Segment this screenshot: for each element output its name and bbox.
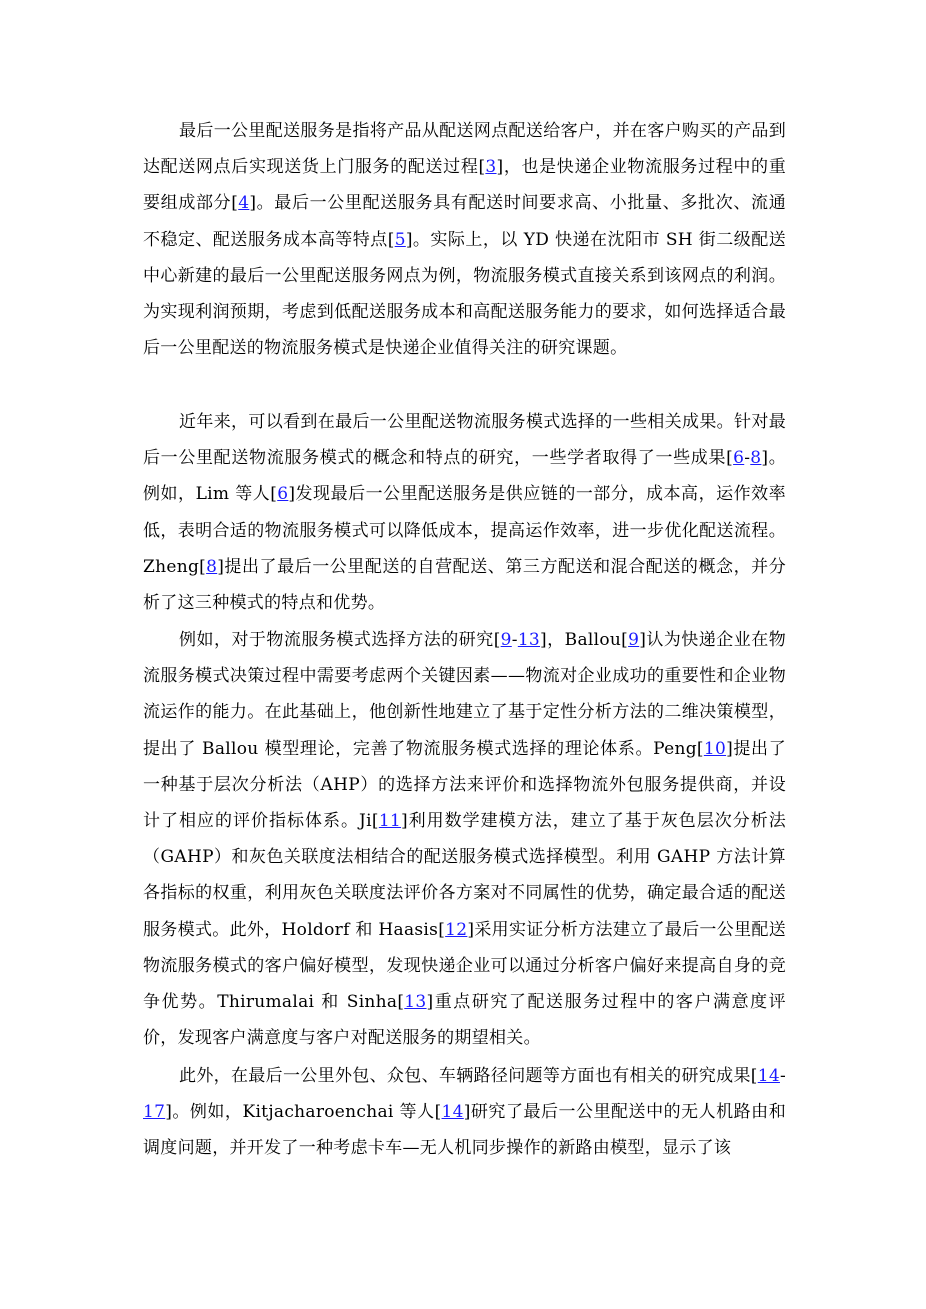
paragraph-text: 此外，在最后一公里外包、众包、车辆路径问题等方面也有相关的研究成果[ xyxy=(179,1066,758,1086)
citation-link[interactable]: 3 xyxy=(485,157,497,178)
citation-link[interactable]: 10 xyxy=(703,738,727,759)
citation-link[interactable]: 6 xyxy=(277,484,289,505)
citation-link[interactable]: 13 xyxy=(404,992,427,1013)
citation-link[interactable]: 14 xyxy=(441,1102,464,1123)
paragraph-text: ]，Ballou[ xyxy=(540,630,629,650)
paragraph-text: ]采用实证分析方法建立了最后一公里配送物流服务模式的客户偏好模型，发现快递企业可以通过分析客户偏好来提高自身的竞争优势。Thirumalai 和 Sinha[ xyxy=(143,919,786,1013)
citation-link[interactable]: 9 xyxy=(628,630,640,650)
paragraph-text: 最后一公里配送服务是指将产品从配送网点配送给客户，并在客户购买的产品到达配送网点后实现送货上门服务的配送过程[ xyxy=(143,121,786,178)
paragraph-text: - xyxy=(779,1066,786,1086)
paragraph-text: 例如，对于物流服务模式选择方法的研究[ xyxy=(179,630,501,650)
paragraph-text: ]。例如，Kitjacharoenchai 等人[ xyxy=(165,1102,442,1123)
paragraph-text: ]重点研究了配送服务过程中的客户满意度评价，发现客户满意度与客户对配送服务的期望相关。 xyxy=(143,992,786,1049)
citation-link[interactable]: 11 xyxy=(378,811,402,832)
citation-link[interactable]: 13 xyxy=(517,630,541,650)
citation-link[interactable]: 8 xyxy=(206,556,218,577)
paragraph-3 xyxy=(143,622,786,1056)
citation-link[interactable]: 6 xyxy=(733,448,745,469)
paragraph-text: ]。例如，Lim 等人[ xyxy=(143,448,786,505)
paragraph-text: ]。最后一公里配送服务具有配送时间要求高、小批量、多批次、流通不稳定、配送服务成本高等特点[ xyxy=(143,193,786,250)
paragraph-text: ]发现最后一公里配送服务是供应链的一部分，成本高，运作效率低，表明合适的物流服务模式可以降低成本，提高运作效率，进一步优化配送流程。Zheng[ xyxy=(143,484,786,577)
paragraph-text: - xyxy=(744,448,751,469)
paragraph-text: ]提出了一种基于层次分析法（AHP）的选择方法来评价和选择物流外包服务提供商，并设计了相应的评价指标体系。Ji[ xyxy=(143,738,786,832)
citation-link[interactable]: 12 xyxy=(445,919,468,940)
paragraph-text: ]认为快递企业在物流服务模式决策过程中需要考虑两个关键因素——物流对企业成功的重要性和企业物流运作的能力。在此基础上，他创新性地建立了基于定性分析方法的二维决策模型，提出了 Ballou 模型理论，完善了物流服务模式选择的理论体系。Peng[ xyxy=(143,630,786,759)
citation-link[interactable]: 9 xyxy=(500,630,512,650)
paragraph-2 xyxy=(143,404,786,621)
paragraph-1 xyxy=(143,113,786,366)
paragraph-text: ]提出了最后一公里配送的自营配送、第三方配送和混合配送的概念，并分析了这三种模式的特点和优势。 xyxy=(143,556,786,614)
paragraph-text: 近年来，可以看到在最后一公里配送物流服务模式选择的一些相关成果。针对最后一公里配送物流服务模式的概念和特点的研究，一些学者取得了一些成果[ xyxy=(143,412,786,469)
citation-link[interactable]: 4 xyxy=(238,193,250,214)
paragraph-text: ]。实际上，以 YD 快递在沈阳市 SH 街二级配送中心新建的最后一公里配送服务网点为例，物流服务模式直接关系到该网点的利润。为实现利润预期，考虑到低配送服务成本和高配送服务能力的要求，如何选择适合最后一公里配送的物流服务模式是快递企业值得关注的研究课题。 xyxy=(143,229,786,359)
paragraph-4 xyxy=(143,1058,786,1167)
citation-link[interactable]: 17 xyxy=(143,1102,166,1123)
paragraph-text: ]利用数学建模方法，建立了基于灰色层次分析法（GAHP）和灰色关联度法相结合的配送服务模式选择模型。利用 GAHP 方法计算各指标的权重，利用灰色关联度法评价各方案对不同属性的优势，确定最合适的配送服务模式。此外，Holdorf 和 Haasis[ xyxy=(143,811,787,940)
paragraph-text: ]，也是快递企业物流服务过程中的重要组成部分[ xyxy=(143,157,786,214)
citation-link[interactable]: 5 xyxy=(394,229,406,250)
citation-link[interactable]: 8 xyxy=(750,448,762,469)
paragraph-text: ]研究了最后一公里配送中的无人机路由和调度问题，并开发了一种考虑卡车—无人机同步操作的新路由模型，显示了该 xyxy=(143,1102,786,1159)
citation-link[interactable]: 14 xyxy=(757,1066,780,1086)
paragraph-text: - xyxy=(511,630,518,650)
